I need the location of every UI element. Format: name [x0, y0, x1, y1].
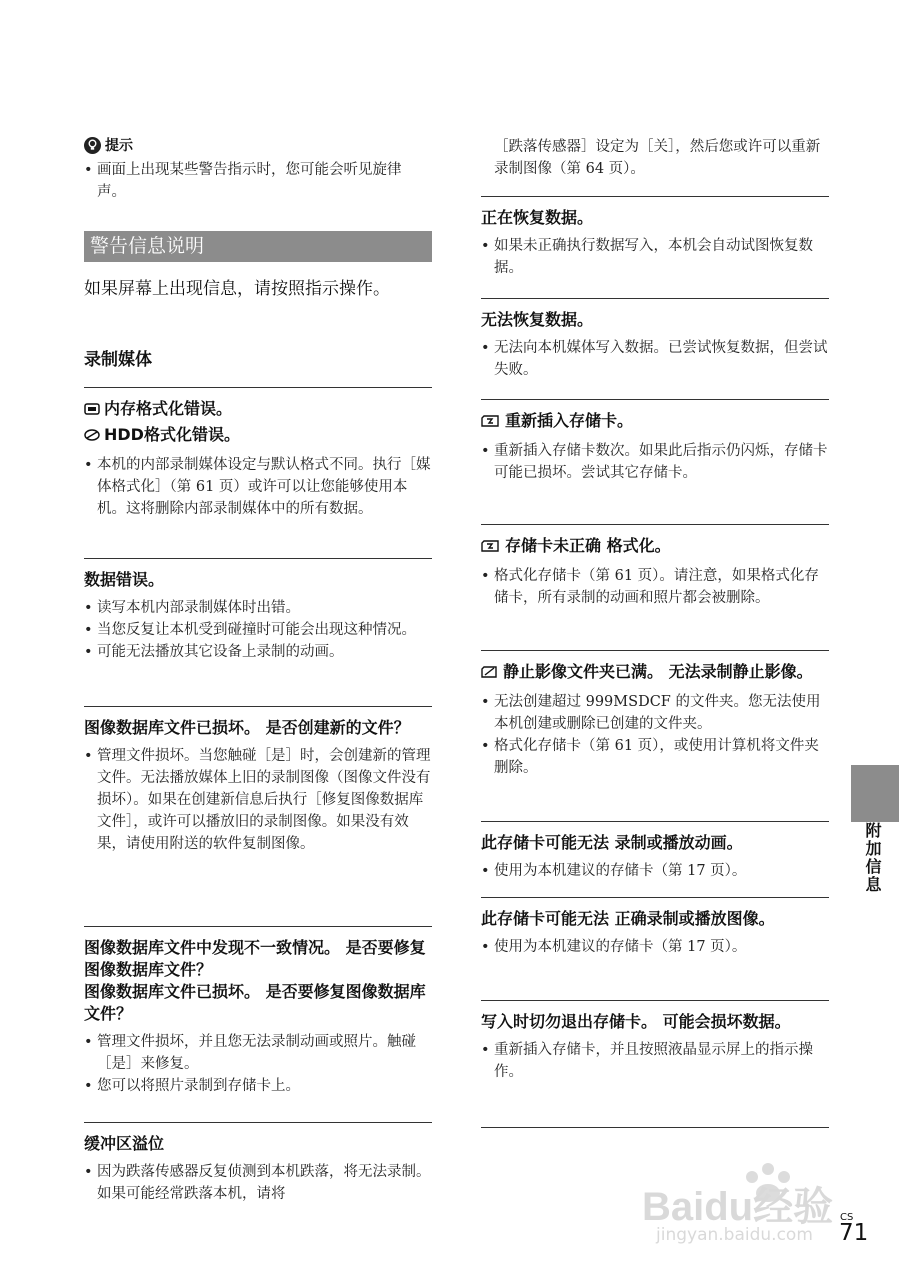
folder-full-icon [481, 663, 499, 685]
memory-card-icon [481, 412, 501, 434]
list-item: • 读写本机内部录制媒体时出错。 [84, 600, 300, 616]
message-title: 内存格式化错误。 [84, 398, 432, 422]
hdd-icon [84, 426, 100, 448]
side-tab-marker [851, 765, 899, 822]
list-item: • 如果未正确执行数据写入，本机会自动试图恢复数据。 [481, 238, 813, 276]
list-item: • 您可以将照片录制到存储卡上。 [84, 1078, 300, 1094]
message-title: 图像数据库文件已损坏。 是否要修复图像数据库文件？ [84, 982, 426, 1023]
message-title: 图像数据库文件已损坏。 是否创建新的文件？ [84, 718, 410, 737]
message-block [481, 1000, 829, 1083]
baidu-watermark [640, 1145, 850, 1255]
message-block [481, 524, 829, 609]
internal-memory-icon [84, 400, 100, 422]
message-title: HDD格式化错误。 [84, 424, 432, 448]
list-item: • 本机的内部录制媒体设定与默认格式不同。执行［媒体格式化］（第 61 页）或许可以让您能够使用本机。这将删除内部录制媒体中的所有数据。 [84, 457, 431, 517]
media-heading: 录制媒体 [84, 350, 152, 370]
list-item: • 可能无法播放其它设备上录制的动画。 [84, 644, 344, 660]
tip-bullets [84, 159, 414, 203]
section-banner: 警告信息说明 [84, 231, 432, 262]
list-item: • 管理文件损坏，并且您无法录制动画或照片。触碰［是］来修复。 [84, 1034, 416, 1072]
continued-text: ［跌落传感器］设定为［关］，然后您或许可以重新录制图像（第 64 页）。 [494, 139, 821, 177]
page-number: 71 [839, 1220, 869, 1246]
message-block [84, 926, 432, 1097]
message-title: 静止影像文件夹已满。 无法录制静止影像。 [481, 661, 829, 685]
message-block [84, 1122, 432, 1205]
message-title: 写入时切勿退出存储卡。 可能会损坏数据。 [481, 1012, 791, 1031]
message-block [481, 650, 829, 779]
message-title: 缓冲区溢位 [84, 1134, 165, 1153]
message-title: 重新插入存储卡。 [481, 410, 829, 434]
message-title: 存储卡未正确 格式化。 [481, 535, 829, 559]
watermark-url: jingyan.baidu.com [656, 1225, 813, 1245]
intro-text: 如果屏幕上出现信息，请按照指示操作。 [84, 279, 390, 299]
message-title: 数据错误。 [84, 570, 165, 589]
message-block [481, 897, 829, 958]
list-item: • 管理文件损坏。当您触碰［是］时，会创建新的管理文件。无法播放媒体上旧的录制图像（图像文件没有损坏）。如果在创建新信息后执行［修复图像数据库文件］，或许可以播放旧的录制图像。如果没有效果，请使用附送的软件复制图像。 [84, 748, 431, 852]
list-item: • 使用为本机建议的存储卡（第 17 页）。 [481, 939, 747, 955]
list-item: • 当您反复让本机受到碰撞时可能会出现这种情况。 [84, 622, 416, 638]
message-title: 图像数据库文件中发现不一致情况。 是否要修复图像数据库文件？ [84, 938, 426, 979]
message-block [481, 399, 829, 484]
list-item: • 因为跌落传感器反复侦测到本机跌落，将无法录制。如果可能经常跌落本机，请将 [84, 1164, 431, 1202]
watermark-brand: Baidu经验 [642, 1185, 834, 1229]
list-item: • 重新插入存储卡数次。如果此后指示仍闪烁，存储卡可能已损坏。尝试其它存储卡。 [481, 443, 828, 481]
list-item: • 无法向本机媒体写入数据。已尝试恢复数据，但尝试失败。 [481, 340, 828, 378]
lightbulb-icon [84, 137, 101, 154]
message-title: 此存储卡可能无法 正确录制或播放图像。 [481, 909, 775, 928]
message-block [481, 821, 829, 882]
list-item: • 画面上出现某些警告指示时，您可能会听见旋律声。 [84, 162, 402, 200]
tip-heading [84, 135, 133, 155]
list-item: • 重新插入存储卡，并且按照液晶显示屏上的指示操作。 [481, 1042, 813, 1080]
message-title: 无法恢复数据。 [481, 310, 594, 329]
message-block [84, 387, 432, 520]
message-title: 正在恢复数据。 [481, 208, 594, 227]
memory-card-icon [481, 537, 501, 559]
list-item: • 使用为本机建议的存储卡（第 17 页）。 [481, 863, 747, 879]
page-language-code: CS [840, 1212, 854, 1223]
divider [481, 1127, 829, 1128]
message-block [84, 706, 432, 855]
list-item: • 格式化存储卡（第 61 页）。请注意，如果格式化存储卡，所有录制的动画和照片都会被删除。 [481, 568, 819, 606]
message-title: 此存储卡可能无法 录制或播放动画。 [481, 833, 743, 852]
tip-title: 提示 [105, 138, 133, 154]
message-block [481, 298, 829, 381]
list-item: • 格式化存储卡（第 61 页），或使用计算机将文件夹删除。 [481, 738, 819, 776]
message-block [84, 558, 432, 663]
side-tab-label: 附加信息 [863, 822, 882, 894]
message-block [481, 196, 829, 279]
list-item: • 无法创建超过 999MSDCF 的文件夹。您无法使用本机创建或删除已创建的文件夹。 [481, 694, 821, 732]
